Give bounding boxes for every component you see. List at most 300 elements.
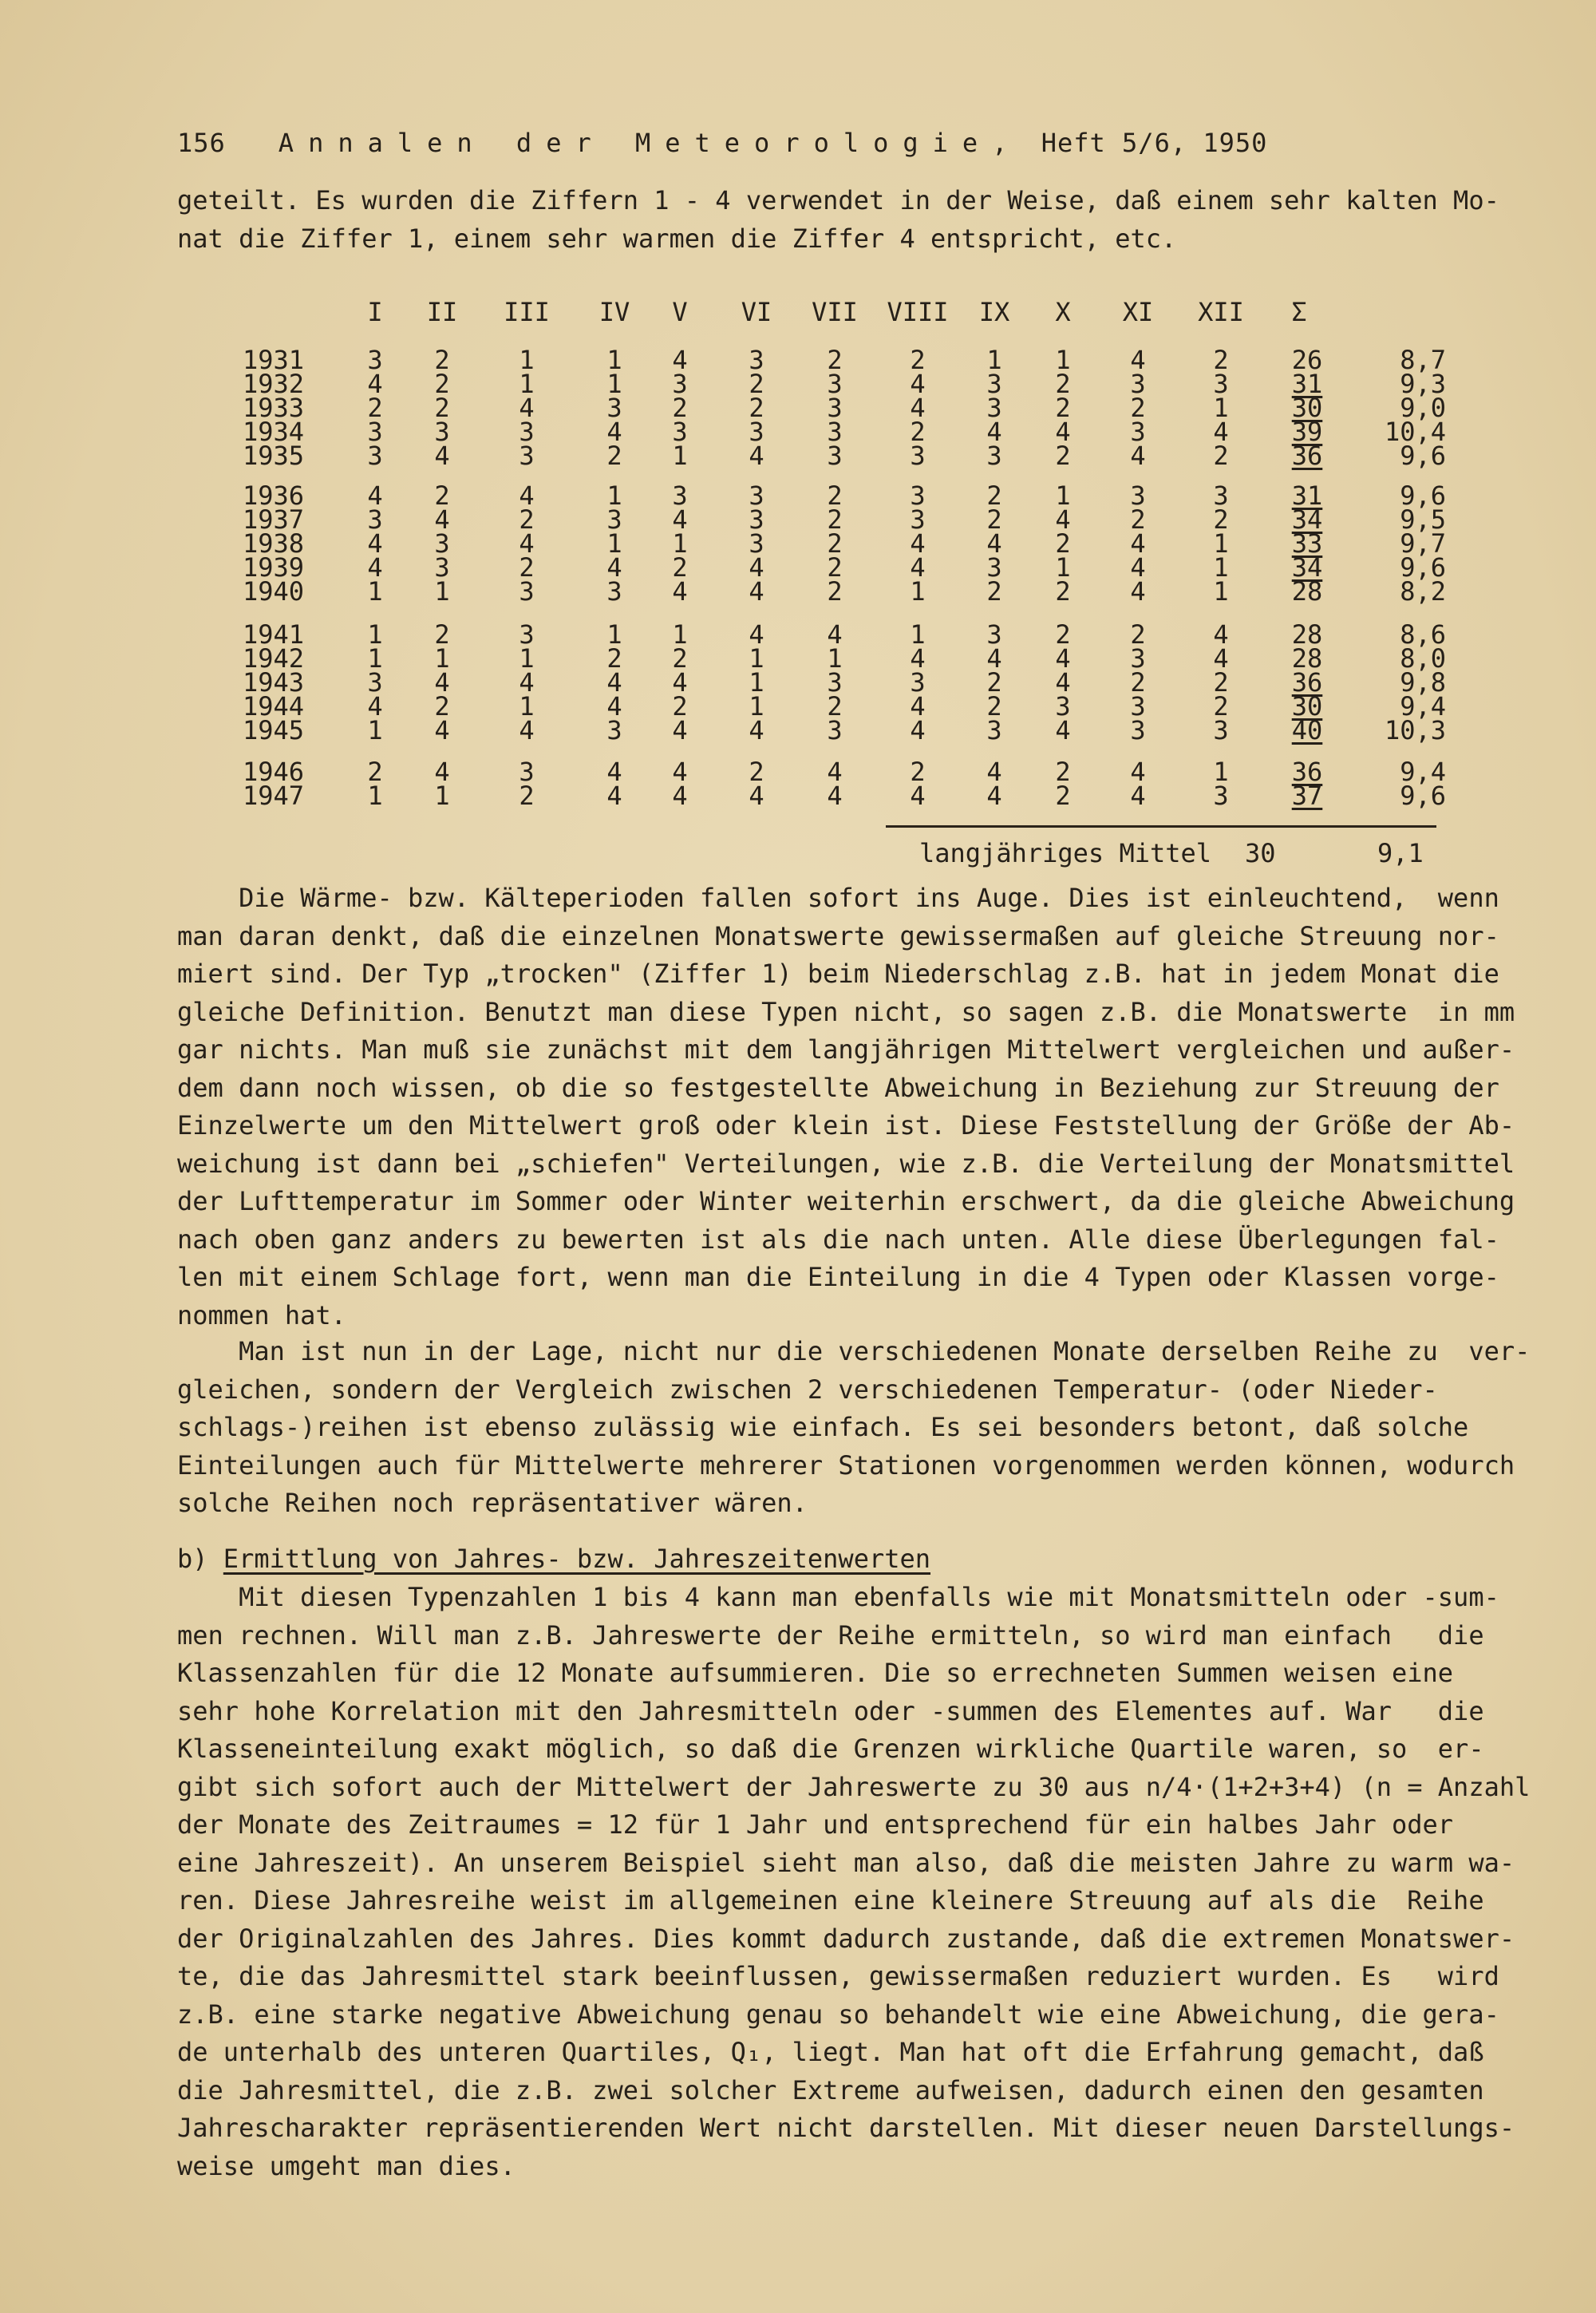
table-cell: 2 — [986, 576, 1002, 607]
column-header: VII — [812, 297, 858, 327]
table-cell: 1 — [367, 715, 383, 745]
row-mean: 9,6 — [1400, 781, 1446, 811]
table-cell: 3 — [434, 552, 450, 583]
row-sum: 34 — [1291, 552, 1323, 583]
table-cell: 4 — [519, 715, 535, 745]
text-line: der Lufttemperatur im Sommer oder Winter weiterhin erschwert, da die gleiche Abweichung — [177, 1186, 1515, 1216]
table-cell: 1 — [672, 528, 688, 559]
table-cell: 3 — [749, 528, 764, 559]
table-cell: 4 — [827, 781, 843, 811]
table-cell: 4 — [672, 781, 688, 811]
table-cell: 3 — [749, 504, 764, 535]
table-cell: 4 — [367, 552, 383, 583]
table-cell: 2 — [1213, 667, 1229, 698]
table-cell: 2 — [910, 417, 926, 447]
table-cell: 3 — [367, 345, 383, 375]
row-mean: 8,0 — [1400, 643, 1446, 674]
table-cell: 1 — [434, 643, 450, 674]
table-cell: 4 — [1055, 643, 1071, 674]
text-line: nat die Ziffer 1, einem sehr warmen die Ziffer 4 entspricht, etc. — [177, 223, 1177, 254]
table-cell: 1 — [1213, 528, 1229, 559]
table-cell: 1 — [1213, 576, 1229, 607]
table-cell: 4 — [672, 345, 688, 375]
row-mean: 9,6 — [1400, 480, 1446, 511]
table-cell: 2 — [1213, 441, 1229, 471]
row-mean: 9,6 — [1400, 552, 1446, 583]
text-line: solche Reihen noch repräsentativer wären. — [177, 1488, 808, 1518]
row-sum: 30 — [1291, 393, 1323, 423]
table-cell: 2 — [910, 345, 926, 375]
row-sum: 40 — [1291, 715, 1323, 745]
table-cell: 3 — [749, 480, 764, 511]
table-cell: 1 — [1055, 552, 1071, 583]
table-cell: 2 — [749, 393, 764, 423]
intro-paragraph — [177, 182, 1502, 258]
column-header: I — [367, 297, 383, 327]
table-cell: 1 — [606, 480, 622, 511]
table-cell: 1 — [1213, 552, 1229, 583]
row-mean: 9,7 — [1400, 528, 1446, 559]
table-cell: 4 — [672, 757, 688, 787]
table-cell: 4 — [606, 691, 622, 722]
table-cell: 2 — [434, 480, 450, 511]
table-cell: 3 — [672, 369, 688, 399]
row-year: 1931 — [243, 345, 305, 375]
table-cell: 2 — [434, 393, 450, 423]
column-header: VI — [741, 297, 772, 327]
row-mean: 9,4 — [1400, 691, 1446, 722]
table-cell: 3 — [519, 757, 535, 787]
row-mean: 8,6 — [1400, 619, 1446, 650]
table-cell: 3 — [1130, 417, 1146, 447]
table-cell: 2 — [606, 643, 622, 674]
table-cell: 3 — [1130, 643, 1146, 674]
paragraph-1 — [177, 880, 1515, 1334]
text-line: len mit einem Schlage fort, wenn man die Einteilung in die 4 Typen oder Klassen vorge- — [177, 1262, 1499, 1292]
row-year: 1938 — [243, 528, 305, 559]
row-year: 1937 — [243, 504, 305, 535]
text-line: Die Wärme- bzw. Kälteperioden fallen sofort ins Auge. Dies ist einleuchtend, wenn — [177, 883, 1499, 913]
table-cell: 3 — [749, 345, 764, 375]
table-cell: 4 — [367, 480, 383, 511]
table-cell: 3 — [1213, 781, 1229, 811]
table-cell: 1 — [1213, 393, 1229, 423]
table-cell: 2 — [1213, 504, 1229, 535]
table-cell: 4 — [606, 417, 622, 447]
column-header: VIII — [887, 297, 949, 327]
table-cell: 3 — [986, 393, 1002, 423]
row-sum: 28 — [1291, 619, 1323, 650]
table-cell: 3 — [749, 417, 764, 447]
table-cell: 2 — [606, 441, 622, 471]
table-cell: 4 — [910, 528, 926, 559]
table-cell: 4 — [1130, 528, 1146, 559]
long-term-mean-value: 9,1 — [1377, 838, 1424, 868]
table-cell: 3 — [367, 667, 383, 698]
table-cell: 1 — [606, 369, 622, 399]
table-cell: 4 — [1055, 715, 1071, 745]
table-cell: 2 — [672, 552, 688, 583]
row-sum: 36 — [1291, 757, 1323, 787]
table-cell: 4 — [519, 393, 535, 423]
issue-info: Heft 5/6, 1950 — [1041, 128, 1268, 158]
table-cell: 4 — [519, 480, 535, 511]
table-cell: 2 — [1055, 781, 1071, 811]
section-b-title: Ermittlung von Jahres- bzw. Jahreszeitenwerten — [223, 1544, 931, 1574]
table-cell: 4 — [606, 667, 622, 698]
row-year: 1932 — [243, 369, 305, 399]
table-cell: 3 — [1130, 691, 1146, 722]
table-cell: 1 — [519, 643, 535, 674]
table-cell: 2 — [749, 757, 764, 787]
table-cell: 4 — [910, 691, 926, 722]
column-header: XI — [1122, 297, 1154, 327]
table-cell: 1 — [672, 619, 688, 650]
table-cell: 4 — [1055, 417, 1071, 447]
long-term-mean-label: langjähriges Mittel — [919, 838, 1212, 868]
table-cell: 2 — [1213, 345, 1229, 375]
row-year: 1933 — [243, 393, 305, 423]
table-cell: 2 — [749, 369, 764, 399]
table-cell: 2 — [519, 781, 535, 811]
table-cell: 2 — [519, 504, 535, 535]
table-cell: 4 — [434, 504, 450, 535]
table-cell: 2 — [1213, 691, 1229, 722]
table-cell: 4 — [986, 757, 1002, 787]
column-header: III — [504, 297, 550, 327]
table-cell: 2 — [672, 643, 688, 674]
table-cell: 4 — [672, 576, 688, 607]
page-number: 156 — [177, 128, 226, 158]
row-year: 1941 — [243, 619, 305, 650]
row-sum: 28 — [1291, 576, 1323, 607]
table-rule — [886, 825, 1436, 828]
table-cell: 1 — [606, 619, 622, 650]
table-cell: 1 — [367, 781, 383, 811]
table-cell: 2 — [986, 504, 1002, 535]
table-cell: 4 — [749, 552, 764, 583]
text-line: nach oben ganz anders zu bewerten ist als die nach unten. Alle diese Überlegungen fal- — [177, 1224, 1499, 1255]
text-line: man daran denkt, daß die einzelnen Monatswerte gewissermaßen auf gleiche Streuung nor- — [177, 920, 1499, 951]
table-cell: 1 — [910, 619, 926, 650]
text-line: Einzelwerte um den Mittelwert groß oder klein ist. Diese Feststellung der Größe der Ab- — [177, 1110, 1515, 1141]
table-cell: 4 — [1130, 576, 1146, 607]
table-cell: 2 — [986, 667, 1002, 698]
column-header: X — [1055, 297, 1071, 327]
table-cell: 1 — [1213, 757, 1229, 787]
text-line: miert sind. Der Typ „trocken" (Ziffer 1) beim Niederschlag z.B. hat in jedem Monat die — [177, 959, 1499, 989]
table-cell: 4 — [606, 552, 622, 583]
text-line: die Jahresmittel, die z.B. zwei solcher Extreme aufweisen, dadurch einen den gesamten — [177, 2074, 1484, 2105]
table-cell: 2 — [1130, 504, 1146, 535]
table-cell: 4 — [519, 667, 535, 698]
text-line: weichung ist dann bei „schiefen" Verteilungen, wie z.B. die Verteilung der Monatsmittel — [177, 1148, 1515, 1179]
table-cell: 3 — [1130, 715, 1146, 745]
table-cell: 3 — [1213, 715, 1229, 745]
table-cell: 1 — [434, 781, 450, 811]
row-sum: 36 — [1291, 441, 1323, 471]
row-sum: 37 — [1291, 781, 1323, 811]
table-cell: 4 — [749, 576, 764, 607]
row-sum: 39 — [1291, 417, 1323, 447]
table-cell: 2 — [367, 757, 383, 787]
table-cell: 3 — [910, 504, 926, 535]
table-cell: 4 — [1213, 643, 1229, 674]
table-cell: 4 — [1130, 441, 1146, 471]
row-sum: 34 — [1291, 504, 1323, 535]
text-line: men rechnen. Will man z.B. Jahreswerte der Reihe ermitteln, so wird man einfach die — [177, 1619, 1484, 1651]
table-cell: 4 — [749, 715, 764, 745]
table-cell: 3 — [827, 393, 843, 423]
text-line: ren. Diese Jahresreihe weist im allgemeinen eine kleinere Streuung auf als die Reihe — [177, 1885, 1484, 1916]
table-cell: 1 — [434, 576, 450, 607]
table-cell: 1 — [519, 345, 535, 375]
table-cell: 3 — [910, 441, 926, 471]
table-cell: 4 — [910, 781, 926, 811]
text-line: de unterhalb des unteren Quartiles, Q₁, liegt. Man hat oft die Erfahrung gemacht, daß — [177, 2037, 1484, 2067]
table-cell: 4 — [986, 417, 1002, 447]
table-cell: 3 — [827, 441, 843, 471]
table-cell: 1 — [827, 643, 843, 674]
text-line: Klassenzahlen für die 12 Monate aufsummieren. Die so errechneten Summen weisen eine — [177, 1658, 1454, 1688]
table-cell: 2 — [367, 393, 383, 423]
table-cell: 4 — [1213, 417, 1229, 447]
column-header: Σ — [1291, 297, 1307, 327]
table-cell: 4 — [434, 757, 450, 787]
row-mean: 8,7 — [1400, 345, 1446, 375]
text-line: Man ist nun in der Lage, nicht nur die verschiedenen Monate derselben Reihe zu ver- — [177, 1336, 1531, 1366]
table-cell: 2 — [434, 619, 450, 650]
table-cell: 2 — [1055, 441, 1071, 471]
table-cell: 4 — [1130, 781, 1146, 811]
table-cell: 3 — [519, 441, 535, 471]
table-cell: 3 — [367, 417, 383, 447]
row-year: 1940 — [243, 576, 305, 607]
table-cell: 2 — [1055, 369, 1071, 399]
long-term-mean-sum: 30 — [1245, 838, 1276, 868]
text-line: schlags-)reihen ist ebenso zulässig wie einfach. Es sei besonders betont, daß solche — [177, 1412, 1469, 1442]
table-cell: 2 — [986, 480, 1002, 511]
table-cell: 1 — [519, 691, 535, 722]
table-cell: 3 — [1213, 369, 1229, 399]
table-cell: 2 — [827, 345, 843, 375]
table-cell: 3 — [519, 619, 535, 650]
table-cell: 3 — [1055, 691, 1071, 722]
table-cell: 4 — [434, 441, 450, 471]
table-cell: 3 — [827, 667, 843, 698]
text-line: eine Jahreszeit). An unserem Beispiel sieht man also, daß die meisten Jahre zu warm wa- — [177, 1847, 1515, 1878]
row-year: 1939 — [243, 552, 305, 583]
row-sum: 33 — [1291, 528, 1323, 559]
table-cell: 4 — [749, 619, 764, 650]
table-cell: 2 — [986, 691, 1002, 722]
table-cell: 4 — [910, 715, 926, 745]
paragraph-2 — [177, 1333, 1531, 1523]
row-year: 1942 — [243, 643, 305, 674]
table-cell: 2 — [827, 576, 843, 607]
text-line: der Monate des Zeitraumes = 12 für 1 Jahr und entsprechend für ein halbes Jahr oder — [177, 1809, 1454, 1840]
row-year: 1934 — [243, 417, 305, 447]
section-b-heading — [177, 1540, 1502, 1579]
table-cell: 3 — [827, 715, 843, 745]
table-cell: 2 — [1130, 393, 1146, 423]
table-cell: 2 — [827, 528, 843, 559]
table-cell: 2 — [1055, 576, 1071, 607]
table-cell: 1 — [672, 441, 688, 471]
table-cell: 4 — [827, 619, 843, 650]
table-cell: 2 — [827, 480, 843, 511]
table-cell: 2 — [434, 345, 450, 375]
table-cell: 1 — [986, 345, 1002, 375]
table-cell: 4 — [367, 528, 383, 559]
row-mean: 10,4 — [1384, 417, 1446, 447]
table-cell: 4 — [1130, 345, 1146, 375]
table-cell: 3 — [827, 369, 843, 399]
journal-title: Annalen der Meteorologie, — [278, 128, 1022, 158]
table-cell: 3 — [986, 715, 1002, 745]
table-cell: 2 — [1055, 393, 1071, 423]
table-cell: 3 — [434, 417, 450, 447]
text-line: Mit diesen Typenzahlen 1 bis 4 kann man ebenfalls wie mit Monatsmitteln oder -sum- — [177, 1582, 1499, 1612]
table-cell: 3 — [606, 504, 622, 535]
text-line: Jahrescharakter repräsentierenden Wert nicht darstellen. Mit dieser neuen Darstellungs- — [177, 2113, 1515, 2143]
table-cell: 1 — [749, 667, 764, 698]
row-mean: 9,6 — [1400, 441, 1446, 471]
table-cell: 4 — [910, 393, 926, 423]
row-mean: 10,3 — [1384, 715, 1446, 745]
table-cell: 4 — [672, 715, 688, 745]
table-cell: 4 — [910, 552, 926, 583]
text-line: gibt sich sofort auch der Mittelwert der Jahreswerte zu 30 aus n/4·(1+2+3+4) (n = Anzahl — [177, 1771, 1531, 1802]
table-cell: 2 — [1055, 619, 1071, 650]
text-line: sehr hohe Korrelation mit den Jahresmitteln oder -summen des Elementes auf. War die — [177, 1695, 1484, 1726]
table-cell: 3 — [910, 480, 926, 511]
table-cell: 1 — [519, 369, 535, 399]
table-cell: 4 — [434, 667, 450, 698]
table-cell: 3 — [986, 369, 1002, 399]
row-year: 1943 — [243, 667, 305, 698]
page-header — [177, 128, 1267, 158]
row-mean: 9,4 — [1400, 757, 1446, 787]
row-year: 1935 — [243, 441, 305, 471]
table-cell: 2 — [434, 369, 450, 399]
table-cell: 1 — [606, 345, 622, 375]
table-cell: 3 — [606, 715, 622, 745]
text-line: weise umgeht man dies. — [177, 2150, 516, 2181]
row-sum: 26 — [1291, 345, 1323, 375]
table-cell: 3 — [672, 480, 688, 511]
table-cell: 4 — [986, 528, 1002, 559]
row-year: 1947 — [243, 781, 305, 811]
table-cell: 2 — [519, 552, 535, 583]
row-mean: 8,2 — [1400, 576, 1446, 607]
table-cell: 4 — [1130, 552, 1146, 583]
row-mean: 9,0 — [1400, 393, 1446, 423]
table-cell: 3 — [606, 576, 622, 607]
row-sum: 31 — [1291, 369, 1323, 399]
table-cell: 3 — [434, 528, 450, 559]
table-cell: 3 — [1213, 480, 1229, 511]
table-cell: 2 — [672, 393, 688, 423]
row-sum: 31 — [1291, 480, 1323, 511]
table-cell: 3 — [519, 417, 535, 447]
table-cell: 2 — [827, 691, 843, 722]
paragraph-3 — [177, 1579, 1531, 2185]
table-cell: 4 — [1055, 504, 1071, 535]
text-line: te, die das Jahresmittel stark beeinflussen, gewissermaßen reduziert wurden. Es wird — [177, 1961, 1499, 1991]
table-cell: 3 — [672, 417, 688, 447]
table-cell: 3 — [367, 504, 383, 535]
table-cell: 4 — [367, 691, 383, 722]
column-header: XII — [1198, 297, 1244, 327]
row-mean: 9,8 — [1400, 667, 1446, 698]
table-cell: 3 — [1130, 480, 1146, 511]
table-cell: 2 — [910, 757, 926, 787]
table-cell: 1 — [749, 691, 764, 722]
table-cell: 3 — [367, 441, 383, 471]
text-line: z.B. eine starke negative Abweichung genau so behandelt wie eine Abweichung, die gera- — [177, 1999, 1499, 2030]
table-cell: 3 — [986, 441, 1002, 471]
table-cell: 1 — [367, 643, 383, 674]
text-line: geteilt. Es wurden die Ziffern 1 - 4 verwendet in der Weise, daß einem sehr kalten Mo- — [177, 185, 1499, 215]
table-cell: 4 — [986, 643, 1002, 674]
row-year: 1946 — [243, 757, 305, 787]
table-cell: 2 — [1130, 667, 1146, 698]
table-cell: 4 — [910, 369, 926, 399]
row-sum: 30 — [1291, 691, 1323, 722]
table-cell: 4 — [606, 757, 622, 787]
column-header: IX — [978, 297, 1010, 327]
row-mean: 9,5 — [1400, 504, 1446, 535]
table-cell: 2 — [827, 504, 843, 535]
table-cell: 4 — [519, 528, 535, 559]
table-cell: 4 — [1213, 619, 1229, 650]
table-cell: 3 — [519, 576, 535, 607]
text-line: nommen hat. — [177, 1299, 346, 1330]
row-year: 1945 — [243, 715, 305, 745]
row-mean: 9,3 — [1400, 369, 1446, 399]
text-line: der Originalzahlen des Jahres. Dies kommt dadurch zustande, daß die extremen Monatswer- — [177, 1923, 1515, 1954]
row-year: 1936 — [243, 480, 305, 511]
table-cell: 2 — [672, 691, 688, 722]
table-cell: 2 — [434, 691, 450, 722]
table-cell: 1 — [606, 528, 622, 559]
table-cell: 4 — [827, 757, 843, 787]
table-cell: 2 — [1055, 528, 1071, 559]
column-header: V — [672, 297, 688, 327]
table-cell: 4 — [910, 643, 926, 674]
table-cell: 1 — [910, 576, 926, 607]
text-line: Einteilungen auch für Mittelwerte mehrerer Stationen vorgenommen werden können, wodurch — [177, 1449, 1515, 1481]
table-cell: 4 — [367, 369, 383, 399]
table-cell: 4 — [672, 504, 688, 535]
row-sum: 28 — [1291, 643, 1323, 674]
table-cell: 1 — [1055, 345, 1071, 375]
column-header: II — [426, 297, 458, 327]
row-sum: 36 — [1291, 667, 1323, 698]
table-cell: 1 — [367, 576, 383, 607]
table-cell: 3 — [1130, 369, 1146, 399]
table-cell: 4 — [749, 441, 764, 471]
section-b-prefix: b) — [177, 1544, 223, 1574]
table-cell: 3 — [986, 552, 1002, 583]
table-cell: 4 — [434, 715, 450, 745]
table-cell: 4 — [986, 781, 1002, 811]
table-cell: 2 — [1130, 619, 1146, 650]
column-header: IV — [598, 297, 630, 327]
table-cell: 2 — [1055, 757, 1071, 787]
table-cell: 4 — [606, 781, 622, 811]
